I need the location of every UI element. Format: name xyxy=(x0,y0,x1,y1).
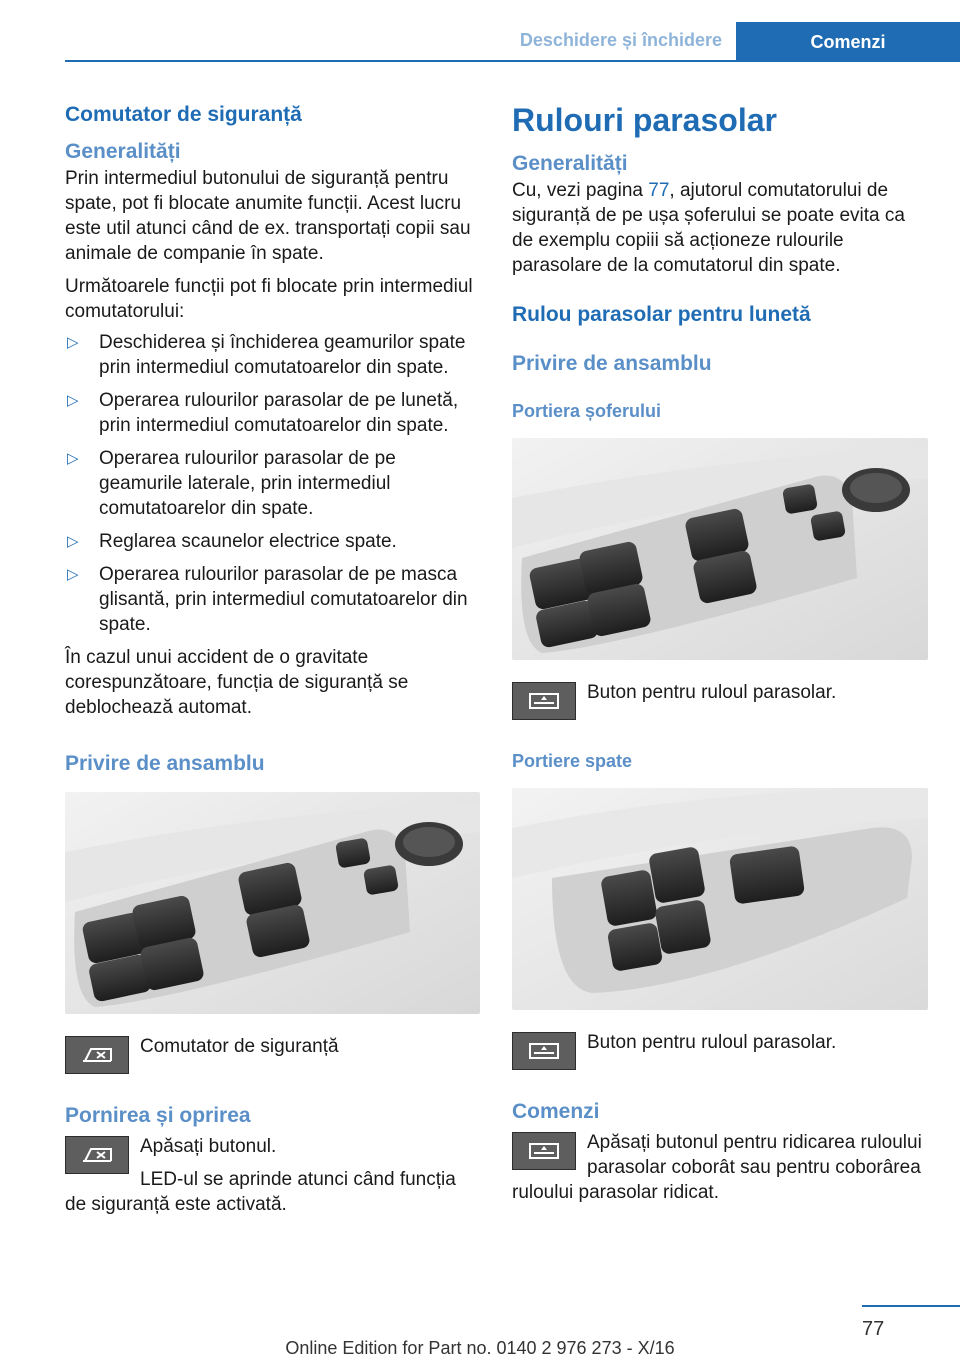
page-link[interactable]: 77 xyxy=(648,180,670,201)
sunblinds-title: Rulouri parasolar xyxy=(512,102,777,138)
list-item: ▷ Operarea rulourilor parasolar de pe geamurile laterale, prin intermediul comutatoarelor din spate. xyxy=(67,448,396,519)
list-item: ▷ Reglarea scaunelor electrice spate. xyxy=(67,531,397,552)
general-text: Prin intermediul butonului de siguranță pentru spate, pot fi blocate anumite funcții. Acest lucru este util atunci când de ex. transportați copii sau animale de companie în spate. xyxy=(65,168,471,264)
header-rule xyxy=(65,60,960,62)
sunblind-button-icon xyxy=(512,1132,576,1170)
list-intro: Următoarele funcții pot fi blocate prin intermediul comutatorului: xyxy=(65,276,473,322)
triangle-bullet-icon: ▷ xyxy=(67,533,79,550)
rear-doors-heading: Portiere spate xyxy=(512,751,633,771)
footer-edition: Online Edition for Part no. 0140 2 976 273 - X/16 xyxy=(285,1338,675,1358)
overview-heading: Privire de ansamblu xyxy=(512,352,712,375)
header-section-title: Deschidere și închidere xyxy=(519,30,722,50)
general-heading: Generalități xyxy=(65,140,181,163)
page-number: 77 xyxy=(862,1318,885,1340)
onoff-heading: Pornirea și oprirea xyxy=(65,1104,251,1127)
triangle-bullet-icon: ▷ xyxy=(67,334,79,351)
rear-doors-caption: Buton pentru ruloul parasolar. xyxy=(587,1032,837,1053)
triangle-bullet-icon: ▷ xyxy=(67,392,79,409)
driver-door-caption-row xyxy=(512,680,928,724)
left-column xyxy=(65,100,480,1217)
driver-door-panel-photo xyxy=(512,438,928,660)
driver-door-caption: Buton pentru ruloul parasolar. xyxy=(587,682,837,703)
driver-door-heading: Portiera șoferului xyxy=(512,401,662,421)
controls-heading: Comenzi xyxy=(512,1100,600,1123)
door-switch-panel-photo xyxy=(65,792,480,1014)
safety-switch-icon xyxy=(65,1036,129,1074)
triangle-bullet-icon: ▷ xyxy=(67,450,79,467)
page-number-rule xyxy=(862,1305,960,1307)
rear-doors-caption-row xyxy=(512,1030,928,1074)
rear-window-sunblind-heading: Rulou parasolar pentru lunetă xyxy=(512,303,811,326)
general-text: Cu, vezi pagina 77, ajutorul comutatorului de siguranță de pe ușa șoferului se poate evita ca de exemplu copiii să acționeze rulourile parasolare de la comutatorul din spate. xyxy=(512,180,905,276)
accident-text: În cazul unui accident de o gravitate corespunzătoare, funcția de siguranță se deblochează automat. xyxy=(65,647,409,718)
onoff-step-row xyxy=(65,1134,480,1217)
right-column xyxy=(512,100,928,1205)
onoff-step2: LED-ul se aprinde atunci când funcția de siguranță este activată. xyxy=(65,1169,456,1215)
sunblind-button-icon xyxy=(512,1032,576,1070)
safety-switch-icon xyxy=(65,1136,129,1174)
list-item: ▷ Operarea rulourilor parasolar de pe lunetă, prin intermediul comutatoarelor din spate. xyxy=(67,390,459,436)
list-item: ▷ Operarea rulourilor parasolar de pe masca glisantă, prin intermediul comutatoarelor din spate. xyxy=(67,564,468,635)
controls-row xyxy=(512,1130,928,1205)
triangle-bullet-icon: ▷ xyxy=(67,566,79,583)
function-list xyxy=(65,330,480,637)
overview-caption-row xyxy=(65,1034,480,1078)
rear-door-panel-photo xyxy=(512,788,928,1010)
overview-heading: Privire de ansamblu xyxy=(65,752,265,775)
overview-caption: Comutator de siguranță xyxy=(140,1036,339,1057)
list-item: ▷ Deschiderea și închiderea geamurilor spate prin intermediul comutatoarelor din spate. xyxy=(67,332,466,378)
onoff-step1: Apăsați butonul. xyxy=(140,1136,277,1157)
safety-switch-title: Comutator de siguranță xyxy=(65,103,302,126)
controls-text: Apăsați butonul pentru ridicarea ruloului parasolar coborât sau pentru coborârea ruloului parasolar ridicat. xyxy=(512,1132,922,1203)
general-heading: Generalități xyxy=(512,152,628,175)
header-tab: Comenzi xyxy=(736,22,960,62)
sunblind-button-icon xyxy=(512,682,576,720)
